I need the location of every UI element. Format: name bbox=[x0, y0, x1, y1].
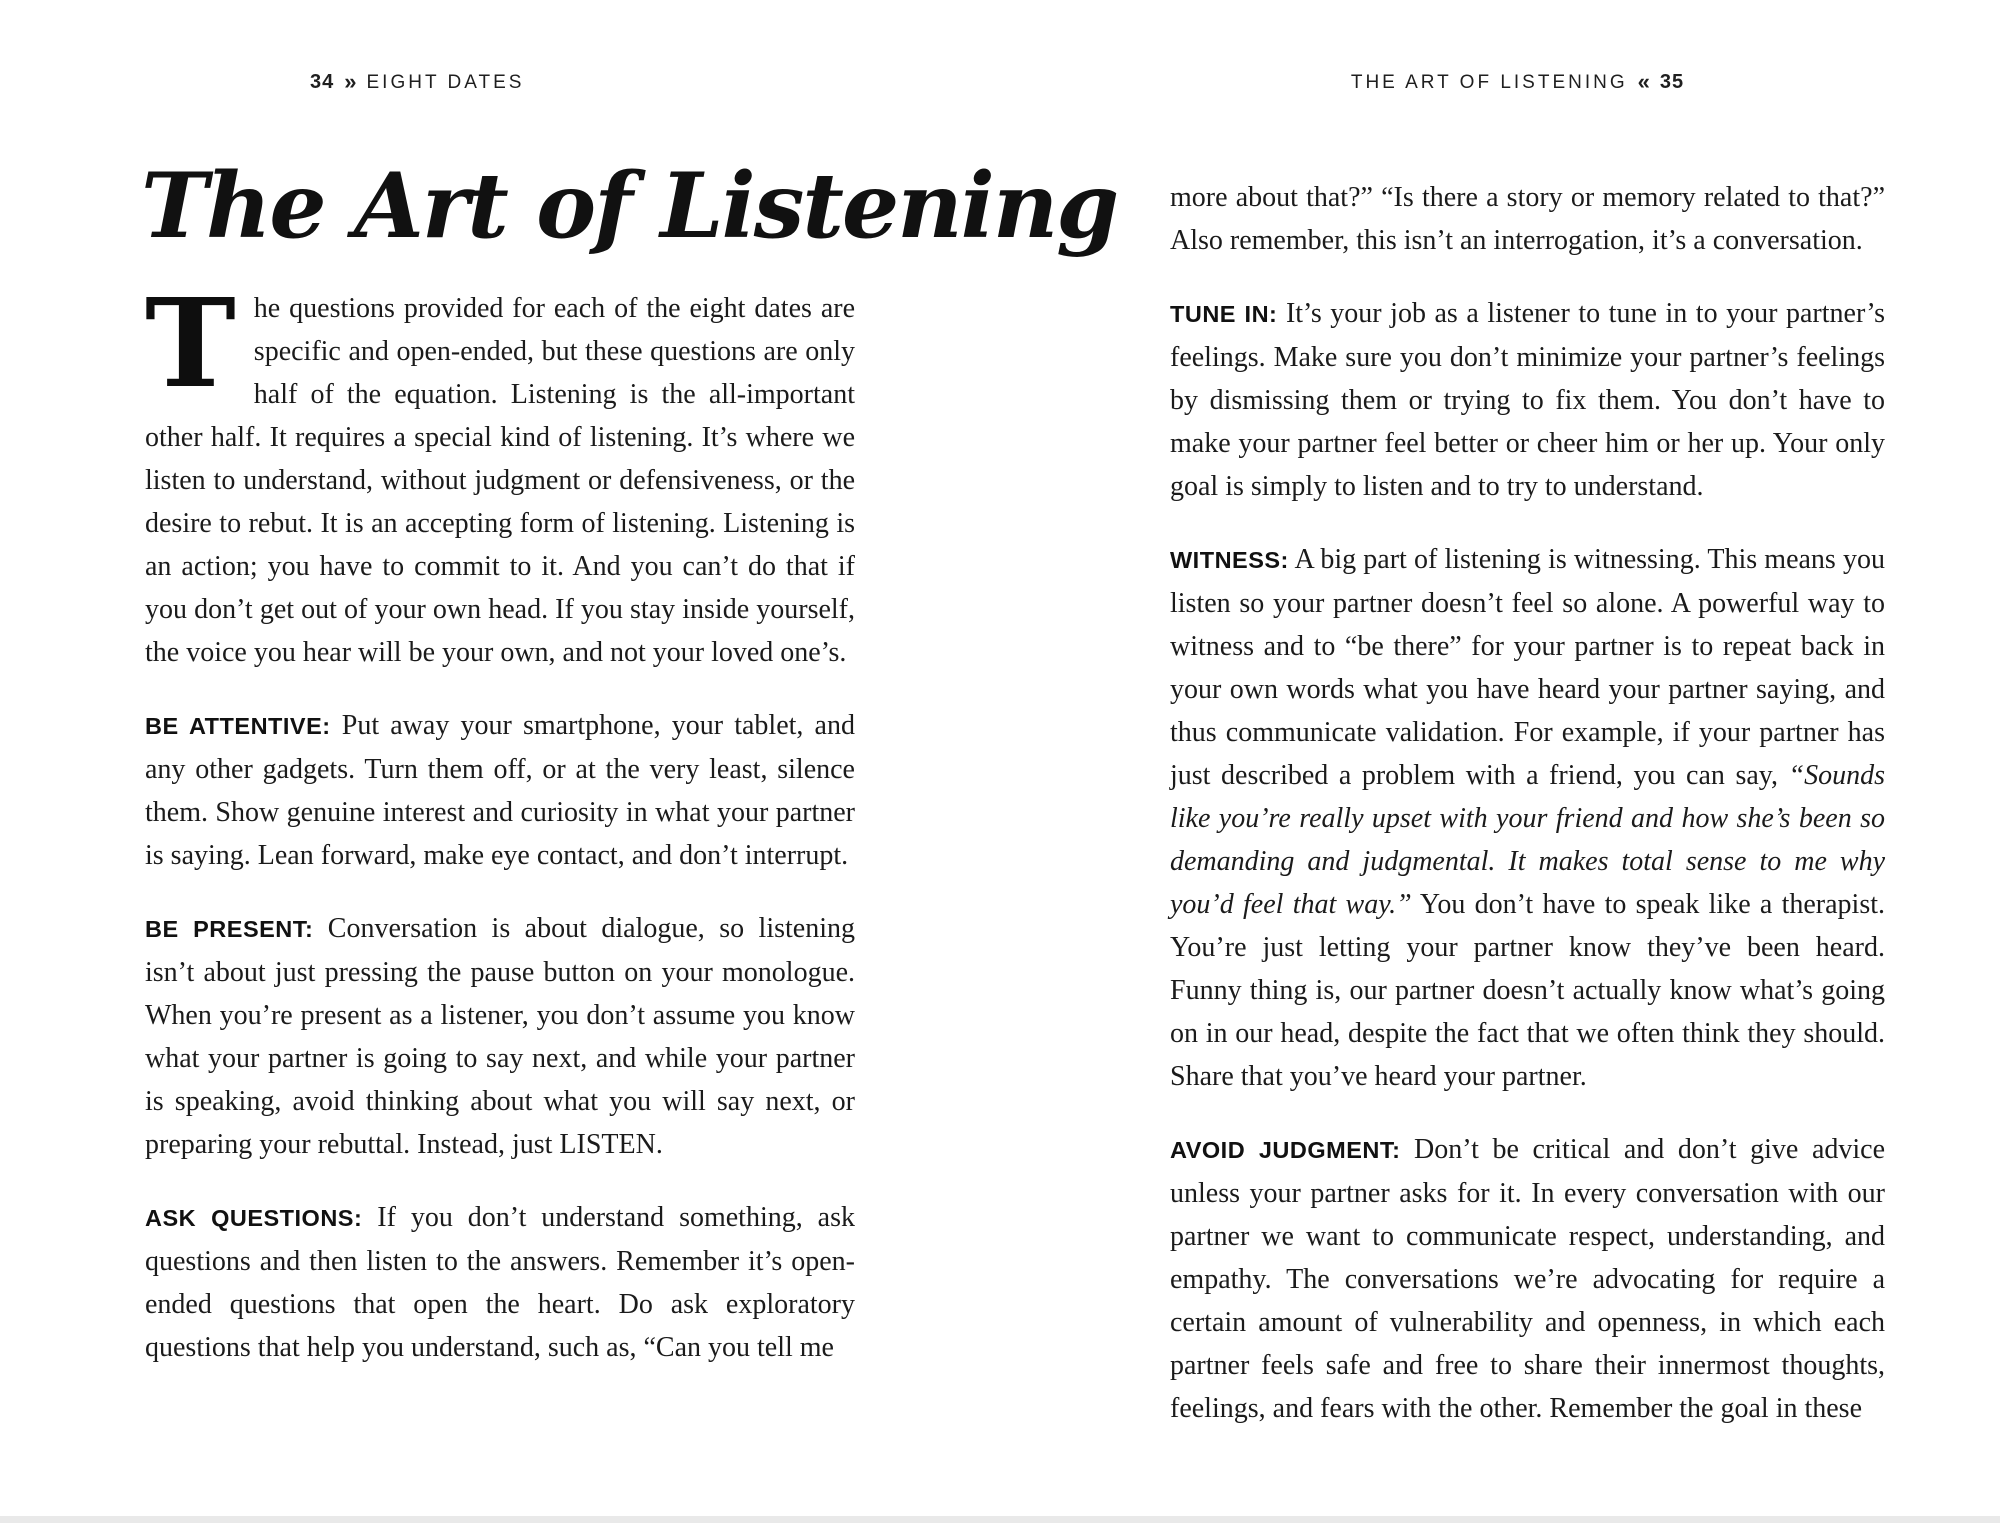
quote-italic-text: “Sounds like you’re really upset with your friend and how she’s been so demanding and judgmental. It makes total sense to me why you’d feel that way.” bbox=[1170, 760, 1885, 920]
running-head-title-right: THE ART OF LISTENING bbox=[1350, 72, 1628, 93]
section-text: Put away your smartphone, your tablet, and any other gadgets. Turn them off, or at the very least, silence them. Show genuine interest and curiosity in what your partner is saying. Lean forward, make eye contact, and don’t interrupt. bbox=[145, 709, 855, 871]
page-number-left: 34 bbox=[310, 71, 335, 93]
section-paragraph bbox=[1170, 1128, 1885, 1430]
running-head-right bbox=[1170, 68, 1885, 94]
section-text: A big part of listening is witnessing. This means you listen so your partner doesn’t feel so alone. A powerful way to witness and to “be there” for your partner is to repeat back in your own words what you have heard your partner saying, and thus communicate validation. For example, if your partner has just described a problem with a friend, you can say, bbox=[1170, 544, 1885, 791]
running-head-title-left: EIGHT DATES bbox=[366, 72, 525, 93]
section-text: If you don’t understand something, ask questions and then listen to the answers. Remember it’s open-ended questions that open the heart. Do ask exploratory questions that help you understand, such as, “Can you tell me bbox=[145, 1201, 855, 1363]
continuation-paragraph: more about that?” “Is there a story or memory related to that?” Also remember, this isn’t an interrogation, it’s a conversation. bbox=[1170, 182, 1885, 256]
chapter-title: The Art of Listening bbox=[141, 153, 1118, 259]
chevron-right-ornament: » bbox=[344, 69, 357, 94]
section-label: BE PRESENT: bbox=[145, 915, 314, 942]
running-head-left bbox=[145, 68, 855, 94]
section-label: BE ATTENTIVE: bbox=[145, 712, 331, 739]
section-label: TUNE IN: bbox=[1170, 301, 1278, 327]
section-paragraph bbox=[1170, 292, 1885, 508]
section-paragraph bbox=[145, 1196, 855, 1369]
section-paragraph bbox=[1170, 538, 1885, 1098]
section-text: It’s your job as a listener to tune in to your partner’s feelings. Make sure you don’t minimize your partner’s feelings by dismissing them or trying to fix them. You don’t have to make your partner feel better or cheer him or her up. Your only goal is simply to listen and to try to understand. bbox=[1170, 298, 1886, 502]
section-label: WITNESS: bbox=[1170, 547, 1289, 573]
intro-paragraph bbox=[145, 270, 855, 674]
page-number-right: 35 bbox=[1659, 71, 1685, 93]
section-label: AVOID JUDGMENT: bbox=[1170, 1137, 1401, 1163]
page-right bbox=[1000, 0, 2000, 1523]
section-paragraph bbox=[145, 907, 855, 1166]
section-label: ASK QUESTIONS: bbox=[145, 1204, 363, 1231]
page-bottom-edge bbox=[0, 1516, 2000, 1523]
intro-text: he questions provided for each of the eight dates are specific and open-ended, but these questions are only half of the equation. Listening is the all-important other half. It requires a special kind of listening. It’s where we listen to understand, without judgment or defensiveness, or the desire to rebut. It is an accepting form of listening. Listening is an action; you have to commit to it. And you can’t do that if you don’t get out of your own head. If you stay inside yourself, the voice you hear will be your own, and not your loved one’s. bbox=[145, 292, 855, 668]
section-text: You don’t have to speak like a therapist. You’re just letting your partner know they’ve been heard. Funny thing is, our partner doesn’t actually know what’s going on in our head, despite the fact that we often think they should. Share that you’ve heard your partner. bbox=[1170, 889, 1885, 1092]
sections-left bbox=[145, 704, 855, 1369]
sections-right bbox=[1170, 292, 1885, 1430]
section-text: Conversation is about dialogue, so listening isn’t about just pressing the pause button on your monologue. When you’re present as a listener, you don’t assume you know what your partner is going to say next, and while your partner is speaking, avoid thinking about what you will say next, or preparing your rebuttal. Instead, just LISTEN. bbox=[145, 912, 855, 1160]
chevron-left-ornament: « bbox=[1637, 69, 1650, 94]
drop-cap: T bbox=[145, 270, 236, 415]
section-text: Don’t be critical and don’t give advice unless your partner asks for it. In every conversation with our partner we want to communicate respect, understanding, and empathy. The conversations we’re advocating for require a certain amount of vulnerability and openness, in which each partner feels safe and free to share their innermost thoughts, feelings, and fears with the other. Remember the goal in these bbox=[1170, 1134, 1886, 1424]
section-paragraph bbox=[145, 704, 855, 877]
